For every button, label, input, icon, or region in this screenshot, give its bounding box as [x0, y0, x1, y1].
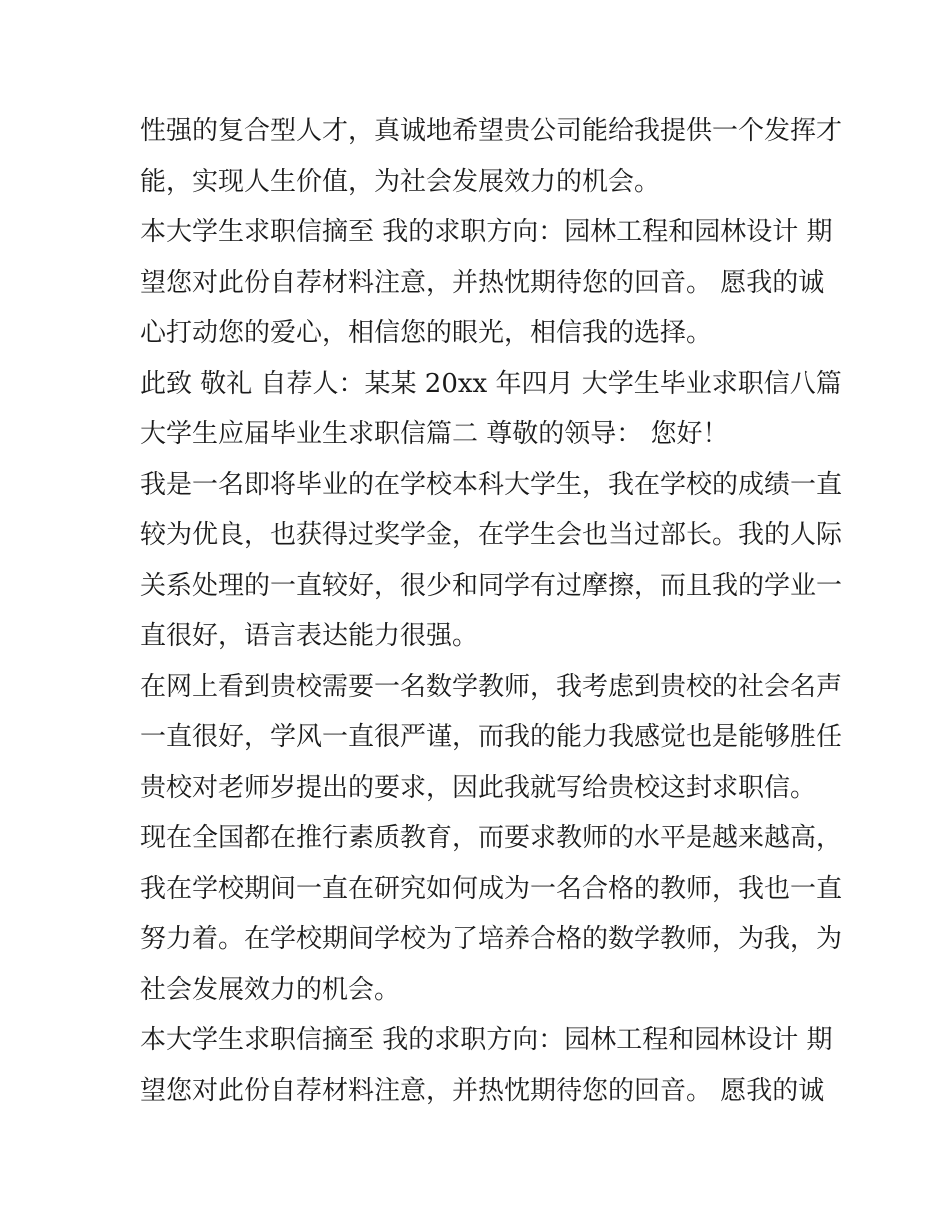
text-line: 直很好，语言表达能力很强。 [140, 621, 479, 651]
text-line: 本大学生求职信摘至 我的求职方向：园林工程和园林设计 期 [140, 1025, 833, 1055]
text-line: 贵校对老师岁提出的要求，因此我就写给贵校这封求职信。 [140, 772, 817, 803]
text-line: 大学生应届毕业生求职信篇二 尊敬的领导： 您好！ [140, 419, 729, 449]
text-line: 在网上看到贵校需要一名数学教师，我考虑到贵校的社会名声 [140, 671, 843, 702]
text-line: 努力着。在学校期间学校为了培养合格的数学教师，为我，为 [140, 924, 843, 954]
text-line: 一直很好，学风一直很严谨，而我的能力我感觉也是能够胜任 [140, 722, 843, 752]
text-line: 性强的复合型人才，真诚地希望贵公司能给我提供一个发挥才 [140, 116, 843, 146]
text-line: 关系处理的一直较好，很少和同学有过摩擦，而且我的学业一 [140, 570, 843, 601]
text-line: 本大学生求职信摘至 我的求职方向：园林工程和园林设计 期 [140, 217, 833, 247]
text-line: 心打动您的爱心，相信您的眼光，相信我的选择。 [140, 318, 713, 348]
text-line: 较为优良，也获得过奖学金，在学生会也当过部长。我的人际 [140, 520, 843, 550]
text-line: 我在学校期间一直在研究如何成为一名合格的教师，我也一直 [140, 873, 843, 904]
text-line: 现在全国都在推行素质教育，而要求教师的水平是越来越高， [140, 823, 843, 853]
text-line: 社会发展效力的机会。 [140, 974, 401, 1005]
text-line: 此致 敬礼 自荐人：某某 20xx 年四月 大学生毕业求职信八篇 [140, 368, 842, 399]
text-line: 望您对此份自荐材料注意，并热忱期待您的回音。 愿我的诚 [140, 1075, 825, 1106]
text-line: 望您对此份自荐材料注意，并热忱期待您的回音。 愿我的诚 [140, 267, 825, 298]
document-body [140, 106, 843, 1116]
text-line: 我是一名即将毕业的在学校本科大学生，我在学校的成绩一直 [140, 469, 843, 500]
text-line: 能，实现人生价值，为社会发展效力的机会。 [140, 166, 661, 197]
